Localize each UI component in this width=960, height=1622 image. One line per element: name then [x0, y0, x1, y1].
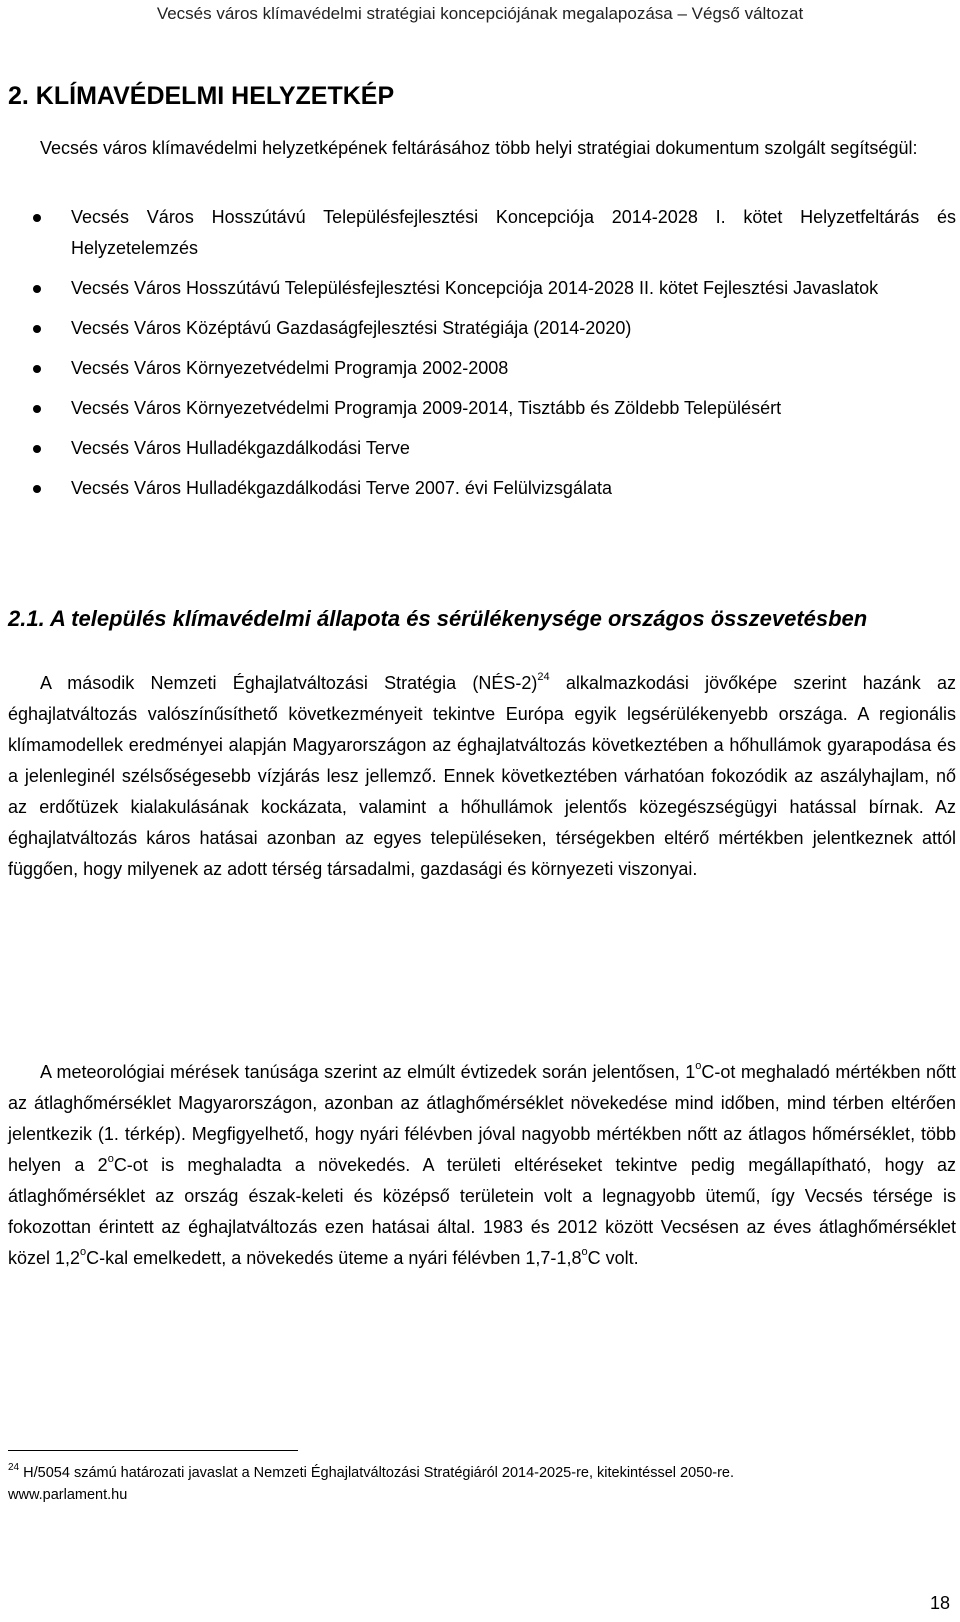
- list-item: [0, 313, 956, 344]
- footnote-marker: 24: [8, 1462, 20, 1473]
- degree-superscript: o: [581, 1246, 588, 1258]
- page-number: 18: [929, 1593, 950, 1613]
- bullet-icon: [33, 285, 41, 293]
- subsection-heading: 2.1. A település klímavédelmi állapota és sérülékenysége országos összevetésben: [8, 606, 868, 631]
- body-paragraph-1: [8, 668, 956, 885]
- bullet-icon: [33, 485, 41, 493]
- paragraph-text: A meteorológiai mérések tanúsága szerint az elmúlt évtizedek során jelentősen, 1: [40, 1062, 696, 1082]
- degree-superscript: o: [695, 1060, 702, 1072]
- bullet-icon: [33, 405, 41, 413]
- list-item-text: Vecsés Város Környezetvédelmi Programja 2009-2014, Tisztább és Zöldebb Településért: [71, 398, 782, 418]
- running-header: Vecsés város klímavédelmi stratégiai koncepciójának megalapozása – Végső változat: [156, 4, 804, 23]
- footnote: [8, 1462, 956, 1506]
- list-item: [0, 393, 956, 424]
- intro-text: Vecsés város klímavédelmi helyzetképének feltárásához több helyi stratégiai dokumentum szolgált segítségül:: [40, 138, 918, 158]
- degree-superscript: o: [80, 1246, 87, 1258]
- paragraph-text: C-ot is meghaladta a növekedés. A területi eltéréseket tekintve pedig megállapítható, hogy az átlaghőmérséklet az ország észak-keleti és középső területein volt a legnagyobb ütemű, így Vecsés térsége is fokozottan érintett az éghajlatváltozás ezen hatásai által. 1983 és 2012 között Vecsésen az éves átlaghőmérséklet közel 1,2: [8, 1155, 956, 1268]
- list-item: [0, 473, 956, 504]
- list-item: [0, 202, 956, 264]
- list-item: [0, 273, 956, 304]
- list-item-text: Vecsés Város Hulladékgazdálkodási Terve: [71, 438, 410, 458]
- intro-paragraph: [8, 133, 956, 164]
- paragraph-text: C-ot meghaladó mértékben nőtt az átlaghőmérséklet Magyarországon, azonban az átlaghőmérséklet növekedése mind időben, mind térben eltérően jelentkezik (1. térkép). Megfigyelhető, hogy nyári félévben jóval nagyobb mértékben nőtt az átlagos hőmérséklet, több helyen a 2: [8, 1062, 956, 1175]
- bullet-icon: [33, 365, 41, 373]
- list-item-text: Vecsés Város Hosszútávú Településfejlesztési Koncepciója 2014-2028 II. kötet Fejlesztési Javaslatok: [71, 278, 879, 298]
- paragraph-text: C-kal emelkedett, a növekedés üteme a nyári félévben 1,7-1,8: [86, 1248, 582, 1268]
- footnote-separator: [8, 1450, 298, 1451]
- footnote-reference[interactable]: 24: [537, 671, 550, 683]
- footnote-text: H/5054 számú határozati javaslat a Nemzeti Éghajlatváltozási Stratégiáról 2014-2025-re, kitekintéssel 2050-re.: [19, 1465, 735, 1481]
- paragraph-text: alkalmazkodási jövőképe szerint hazánk az éghajlatváltozás valószínűsíthető következményeit tekintve Európa egyik legsérülékenyebb országa. A regionális klímamodellek eredményei alapján Magyarországon az éghajlatváltozás következtében a hőhullámok gyarapodása és a jelenleginél szélsőségesebb vízjárás lesz jellemző. Ennek következtében várhatóan fokozódik az aszályhajlam, nő az erdőtüzek kialakulásának kockázata, valamint a hőhullámok jelentős közegészségügyi hatással bírnak. Az éghajlatváltozás káros hatásai azonban az egyes településeken, térségekben eltérő mértékben jelentkeznek attól függően, hogy milyenek az adott térség társadalmi, gazdasági és környezeti viszonyai.: [8, 673, 956, 879]
- list-item-text: Vecsés Város Hulladékgazdálkodási Terve 2007. évi Felülvizsgálata: [71, 478, 612, 498]
- paragraph-text: C volt.: [587, 1248, 639, 1268]
- paragraph-text: A második Nemzeti Éghajlatváltozási Stratégia (NÉS-2): [40, 673, 538, 693]
- degree-superscript: o: [107, 1153, 114, 1165]
- source-document-list: [0, 202, 956, 513]
- list-item-text: Vecsés Város Középtávú Gazdaságfejlesztési Stratégiája (2014-2020): [71, 318, 632, 338]
- list-item: [0, 433, 956, 464]
- body-paragraph-2: [8, 1057, 956, 1274]
- bullet-icon: [33, 214, 41, 222]
- list-item-text: Vecsés Város Környezetvédelmi Programja 2002-2008: [71, 358, 509, 378]
- footnote-link[interactable]: www.parlament.hu: [8, 1487, 128, 1503]
- section-heading: 2. KLÍMAVÉDELMI HELYZETKÉP: [8, 82, 395, 110]
- list-item-text: Vecsés Város Hosszútávú Településfejlesztési Koncepciója 2014-2028 I. kötet Helyzetfeltárás és Helyzetelemzés: [71, 207, 956, 258]
- bullet-icon: [33, 445, 41, 453]
- list-item: [0, 353, 956, 384]
- bullet-icon: [33, 325, 41, 333]
